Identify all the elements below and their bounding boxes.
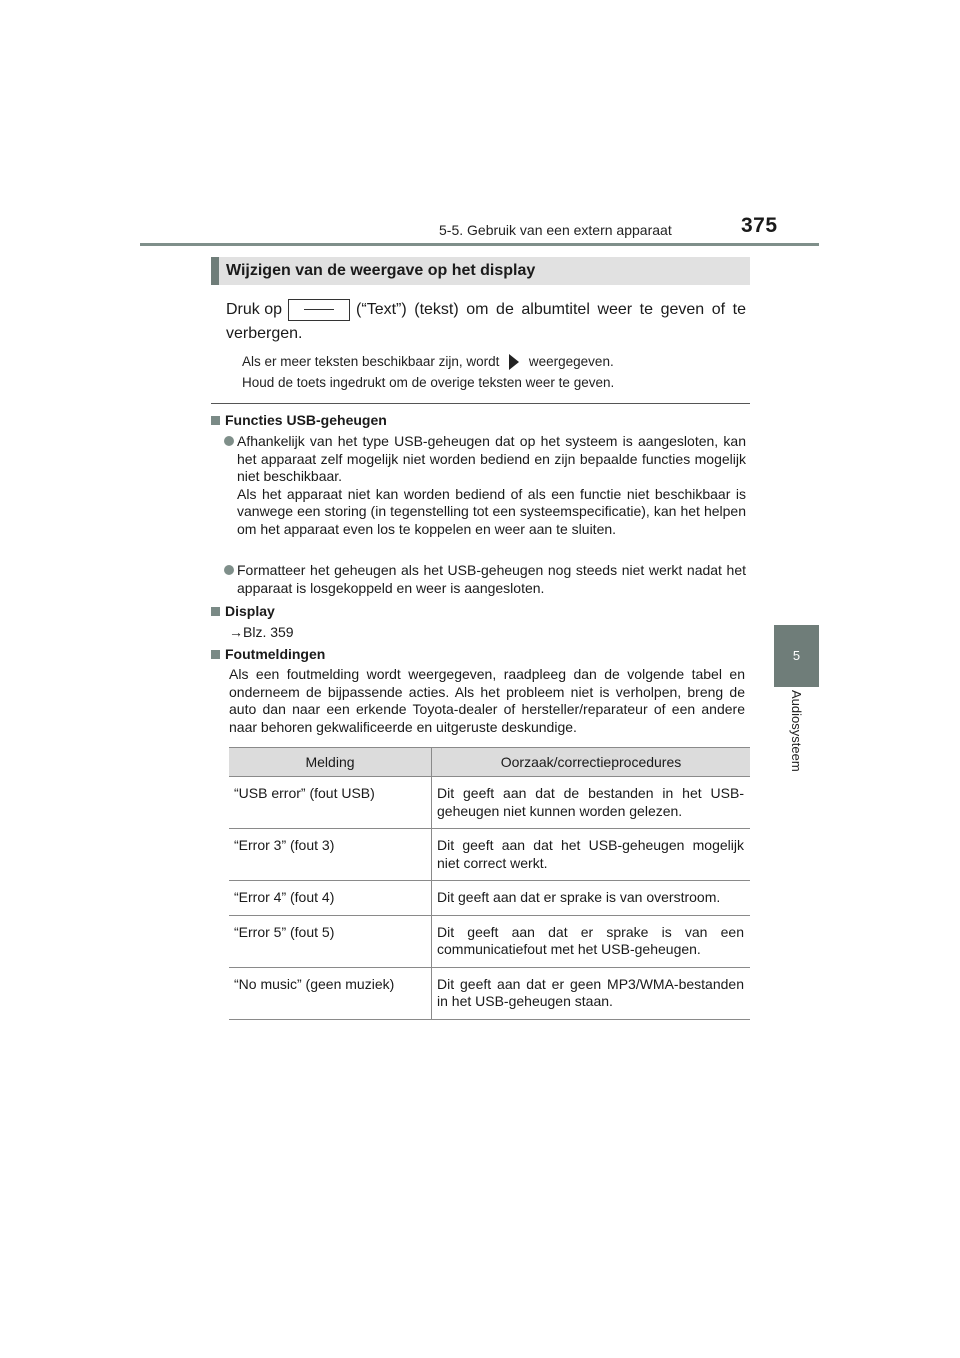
errors-heading: Foutmeldingen xyxy=(211,646,325,662)
usb-heading: Functies USB-geheugen xyxy=(211,412,387,428)
usb-bullet-1-p2: Als het apparaat niet kan worden bediend of als een functie niet beschikbaar is vanwege een storing (in tegenstelling tot een systeemspecificatie), kan het helpen om het apparaat even los te koppelen en weer aan te sluiten. xyxy=(237,485,746,537)
header-section-title: 5-5. Gebruik van een extern apparaat xyxy=(439,222,672,238)
square-bullet-icon xyxy=(211,416,220,425)
square-bullet-icon xyxy=(211,607,220,616)
usb-bullet-1 xyxy=(211,433,746,538)
heading-accent-bar xyxy=(211,257,219,285)
instruction-part1: Druk op xyxy=(226,301,283,318)
row-message: “USB error” (fout USB) xyxy=(229,777,432,829)
table-row xyxy=(229,881,750,916)
row-cause: Dit geeft aan dat de bestanden in het USB-geheugen niet kunnen worden gelezen. xyxy=(432,777,751,829)
chapter-label xyxy=(788,690,804,800)
display-page-ref: →Blz. 359 xyxy=(229,624,294,640)
text-button-icon xyxy=(288,299,350,321)
row-message: “No music” (geen muziek) xyxy=(229,967,432,1019)
note-line1-b: weergegeven. xyxy=(528,354,614,369)
row-cause: Dit geeft aan dat er sprake is van overstroom. xyxy=(432,881,751,916)
usb-bullet-2-text: Formatteer het geheugen als het USB-geheugen nog steeds niet werkt nadat het apparaat is losgekoppeld en weer is aangesloten. xyxy=(237,562,746,596)
instruction xyxy=(226,298,746,346)
instruction-part2: (“Text”) (tekst) om de albumtitel weer te geven of te xyxy=(356,301,746,318)
row-cause: Dit geeft aan dat het USB-geheugen mogelijk niet correct werkt. xyxy=(432,829,751,881)
page-number: 375 xyxy=(741,214,778,237)
section-heading-text: Wijzigen van de weergave op het display xyxy=(226,262,536,279)
chapter-label-text: Audiosysteem xyxy=(789,690,804,772)
row-message: “Error 3” (fout 3) xyxy=(229,829,432,881)
square-bullet-icon xyxy=(211,650,220,659)
usb-bullet-1-p1: Afhankelijk van het type USB-geheugen dat op het systeem is aangesloten, kan het apparaat zelf mogelijk niet worden bediend en zijn bepaalde functies mogelijk niet beschikbaar. xyxy=(237,433,746,484)
table-row xyxy=(229,967,750,1019)
instruction-part3: verbergen. xyxy=(226,325,303,342)
circle-bullet-icon xyxy=(224,436,234,446)
table-header-row xyxy=(229,748,750,777)
col-header-message: Melding xyxy=(229,748,432,777)
section-heading xyxy=(211,257,750,285)
col-header-cause: Oorzaak/correctieprocedures xyxy=(432,748,751,777)
table-row xyxy=(229,829,750,881)
row-cause: Dit geeft aan dat er sprake is van een communicatiefout met het USB-geheugen. xyxy=(432,915,751,967)
row-message: “Error 4” (fout 4) xyxy=(229,881,432,916)
chapter-tab: 5 xyxy=(774,625,819,687)
instruction-note xyxy=(242,351,762,393)
circle-bullet-icon xyxy=(224,565,234,575)
table-row xyxy=(229,915,750,967)
section-divider xyxy=(211,403,750,404)
errors-intro: Als een foutmelding wordt weergegeven, raadpleeg dan de volgende tabel en onderneem de bijpassende acties. Als het probleem niet is verholpen, breng de auto dan naar een erkende Toyota-dealer of hersteller/reparateur of een andere naar behoren gekwalificeerde en uitgeruste deskundige. xyxy=(229,666,745,735)
header-rule xyxy=(140,243,819,246)
table-row xyxy=(229,777,750,829)
row-message: “Error 5” (fout 5) xyxy=(229,915,432,967)
usb-bullet-2 xyxy=(211,562,746,597)
error-table xyxy=(229,747,750,1020)
row-cause: Dit geeft aan dat er geen MP3/WMA-bestanden in het USB-geheugen staan. xyxy=(432,967,751,1019)
display-heading: Display xyxy=(211,603,275,619)
note-line1-a: Als er meer teksten beschikbaar zijn, wordt xyxy=(242,354,500,369)
note-line2: Houd de toets ingedrukt om de overige teksten weer te geven. xyxy=(242,375,615,390)
more-text-arrow-icon xyxy=(507,353,521,371)
